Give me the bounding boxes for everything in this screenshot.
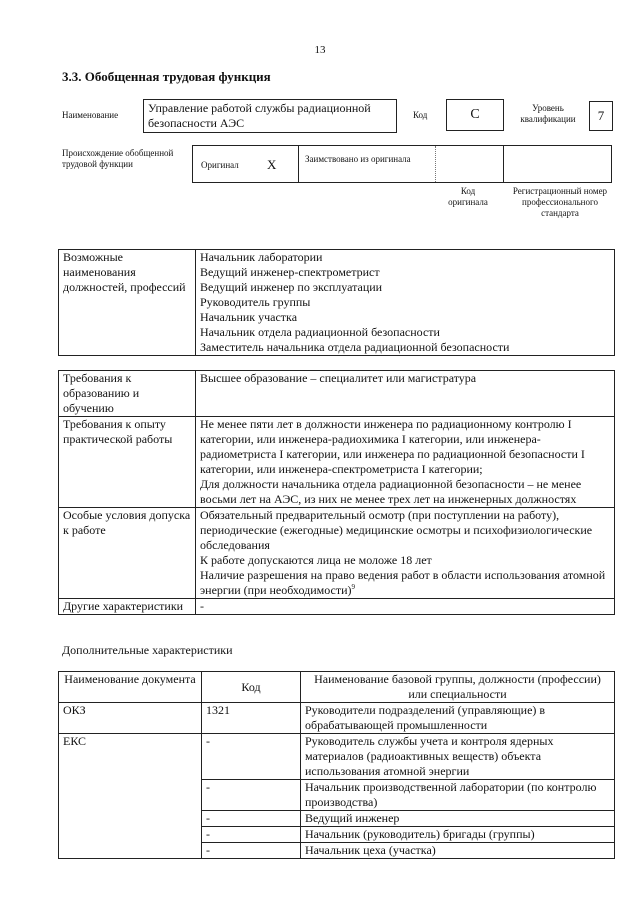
- position-item: Ведущий инженер-спектрометрист: [200, 265, 380, 279]
- row-name: Начальник (руководитель) бригады (группы): [301, 827, 615, 843]
- function-name-field: [143, 99, 397, 133]
- requirement-label: Требования к опыту практической работы: [59, 417, 196, 508]
- code-original-caption: Код оригинала: [448, 186, 488, 207]
- table-row: [59, 703, 615, 734]
- origin-divider-3: [503, 146, 504, 182]
- requirement-value: [196, 371, 615, 417]
- requirement-line: [200, 568, 610, 598]
- col-header-name: Наименование базовой группы, должности (профессии) или специальности: [301, 672, 615, 703]
- requirements-table: [58, 370, 615, 615]
- row-document: ЕКС: [59, 734, 202, 859]
- section-title: 3.3. Обобщенная трудовая функция: [62, 69, 271, 84]
- reg-number-caption: Регистрационный номер профессионального стандарта: [512, 186, 608, 218]
- row-name: Начальник производственной лаборатории (по контролю производства): [301, 780, 615, 811]
- row-name: Начальник цеха (участка): [301, 843, 615, 859]
- positions-table: [58, 249, 615, 356]
- original-label: Оригинал: [201, 160, 239, 170]
- requirement-row: [59, 371, 615, 417]
- code-label: Код: [413, 110, 428, 120]
- row-name: Руководители подразделений (управляющие) в обрабатывающей промышленности: [301, 703, 615, 734]
- requirement-line: К работе допускаются лица не моложе 18 лет: [200, 553, 432, 567]
- requirement-line: -: [200, 599, 204, 613]
- row-code: -: [202, 827, 301, 843]
- position-item: Заместитель начальника отдела радиационной безопасности: [200, 340, 510, 354]
- positions-list: [196, 250, 615, 356]
- level-label: Уровень квалификации: [520, 103, 576, 124]
- origin-divider-2: [435, 146, 436, 182]
- origin-label: Происхождение обобщенной трудовой функции: [62, 148, 174, 169]
- function-code-field: [446, 99, 504, 131]
- positions-label: Возможные наименования должностей, профессий: [59, 250, 196, 356]
- page-number: 13: [314, 44, 326, 56]
- requirement-line: Для должности начальника отдела радиационной безопасности – не менее восьми лет на АЭС, из них не менее трех лет на инженерных должностях: [200, 477, 582, 506]
- row-code: -: [202, 734, 301, 780]
- requirement-value: [196, 417, 615, 508]
- position-item: Начальник участка: [200, 310, 298, 324]
- col-header-code: Код: [202, 672, 301, 703]
- requirement-value: [196, 508, 615, 599]
- position-item: Начальник лаборатории: [200, 250, 323, 264]
- requirement-label: Другие характеристики: [59, 599, 196, 615]
- col-header-document: Наименование документа: [59, 672, 202, 703]
- row-code: 1321: [202, 703, 301, 734]
- position-item: Начальник отдела радиационной безопасности: [200, 325, 440, 339]
- additional-table: [58, 671, 615, 859]
- requirement-line: Обязательный предварительный осмотр (при поступлении на работу), периодические (ежегодные) медицинские осмотры и психофизиологические обследования: [200, 508, 593, 552]
- requirement-value: [196, 599, 615, 615]
- origin-divider: [298, 146, 299, 182]
- footnote-marker: 9: [351, 583, 356, 591]
- original-mark: X: [267, 157, 277, 172]
- requirement-label: Требования к образованию и обучению: [59, 371, 196, 417]
- function-code-value: C: [470, 107, 480, 122]
- row-name: Ведущий инженер: [301, 811, 615, 827]
- requirement-line: Не менее пяти лет в должности инженера по радиационному контролю I категории, или инженера-радиохимика I категории, или инженера-радиометриста I категории, или инженера по радиационной безопасности I категории, или инженера-спектрометриста I категории;: [200, 417, 585, 476]
- requirement-row: [59, 417, 615, 508]
- origin-box: [192, 145, 612, 183]
- level-value: 7: [597, 108, 605, 123]
- position-item: Ведущий инженер по эксплуатации: [200, 280, 383, 294]
- row-document: ОКЗ: [59, 703, 202, 734]
- requirement-row: [59, 508, 615, 599]
- row-code: -: [202, 843, 301, 859]
- requirement-line-text: Наличие разрешения на право ведения работ в области использования атомной энергии (при необходимости): [200, 568, 606, 597]
- requirement-label: Особые условия допуска к работе: [59, 508, 196, 599]
- position-item: Руководитель группы: [200, 295, 311, 309]
- row-code: -: [202, 780, 301, 811]
- requirement-row: [59, 599, 615, 615]
- row-code: -: [202, 811, 301, 827]
- requirement-line: Высшее образование – специалитет или магистратура: [200, 371, 477, 385]
- additional-header-row: [59, 672, 615, 703]
- name-label: Наименование: [62, 110, 119, 120]
- table-row: [59, 734, 615, 780]
- additional-title: Дополнительные характеристики: [62, 643, 233, 657]
- borrowed-label: Заимствовано из оригинала: [305, 154, 411, 164]
- level-field: [589, 101, 613, 131]
- row-name: Руководитель службы учета и контроля ядерных материалов (радиоактивных веществ) объекта использования атомной энергии: [301, 734, 615, 780]
- function-name-value: Управление работой службы радиационной безопасности АЭС: [148, 101, 371, 130]
